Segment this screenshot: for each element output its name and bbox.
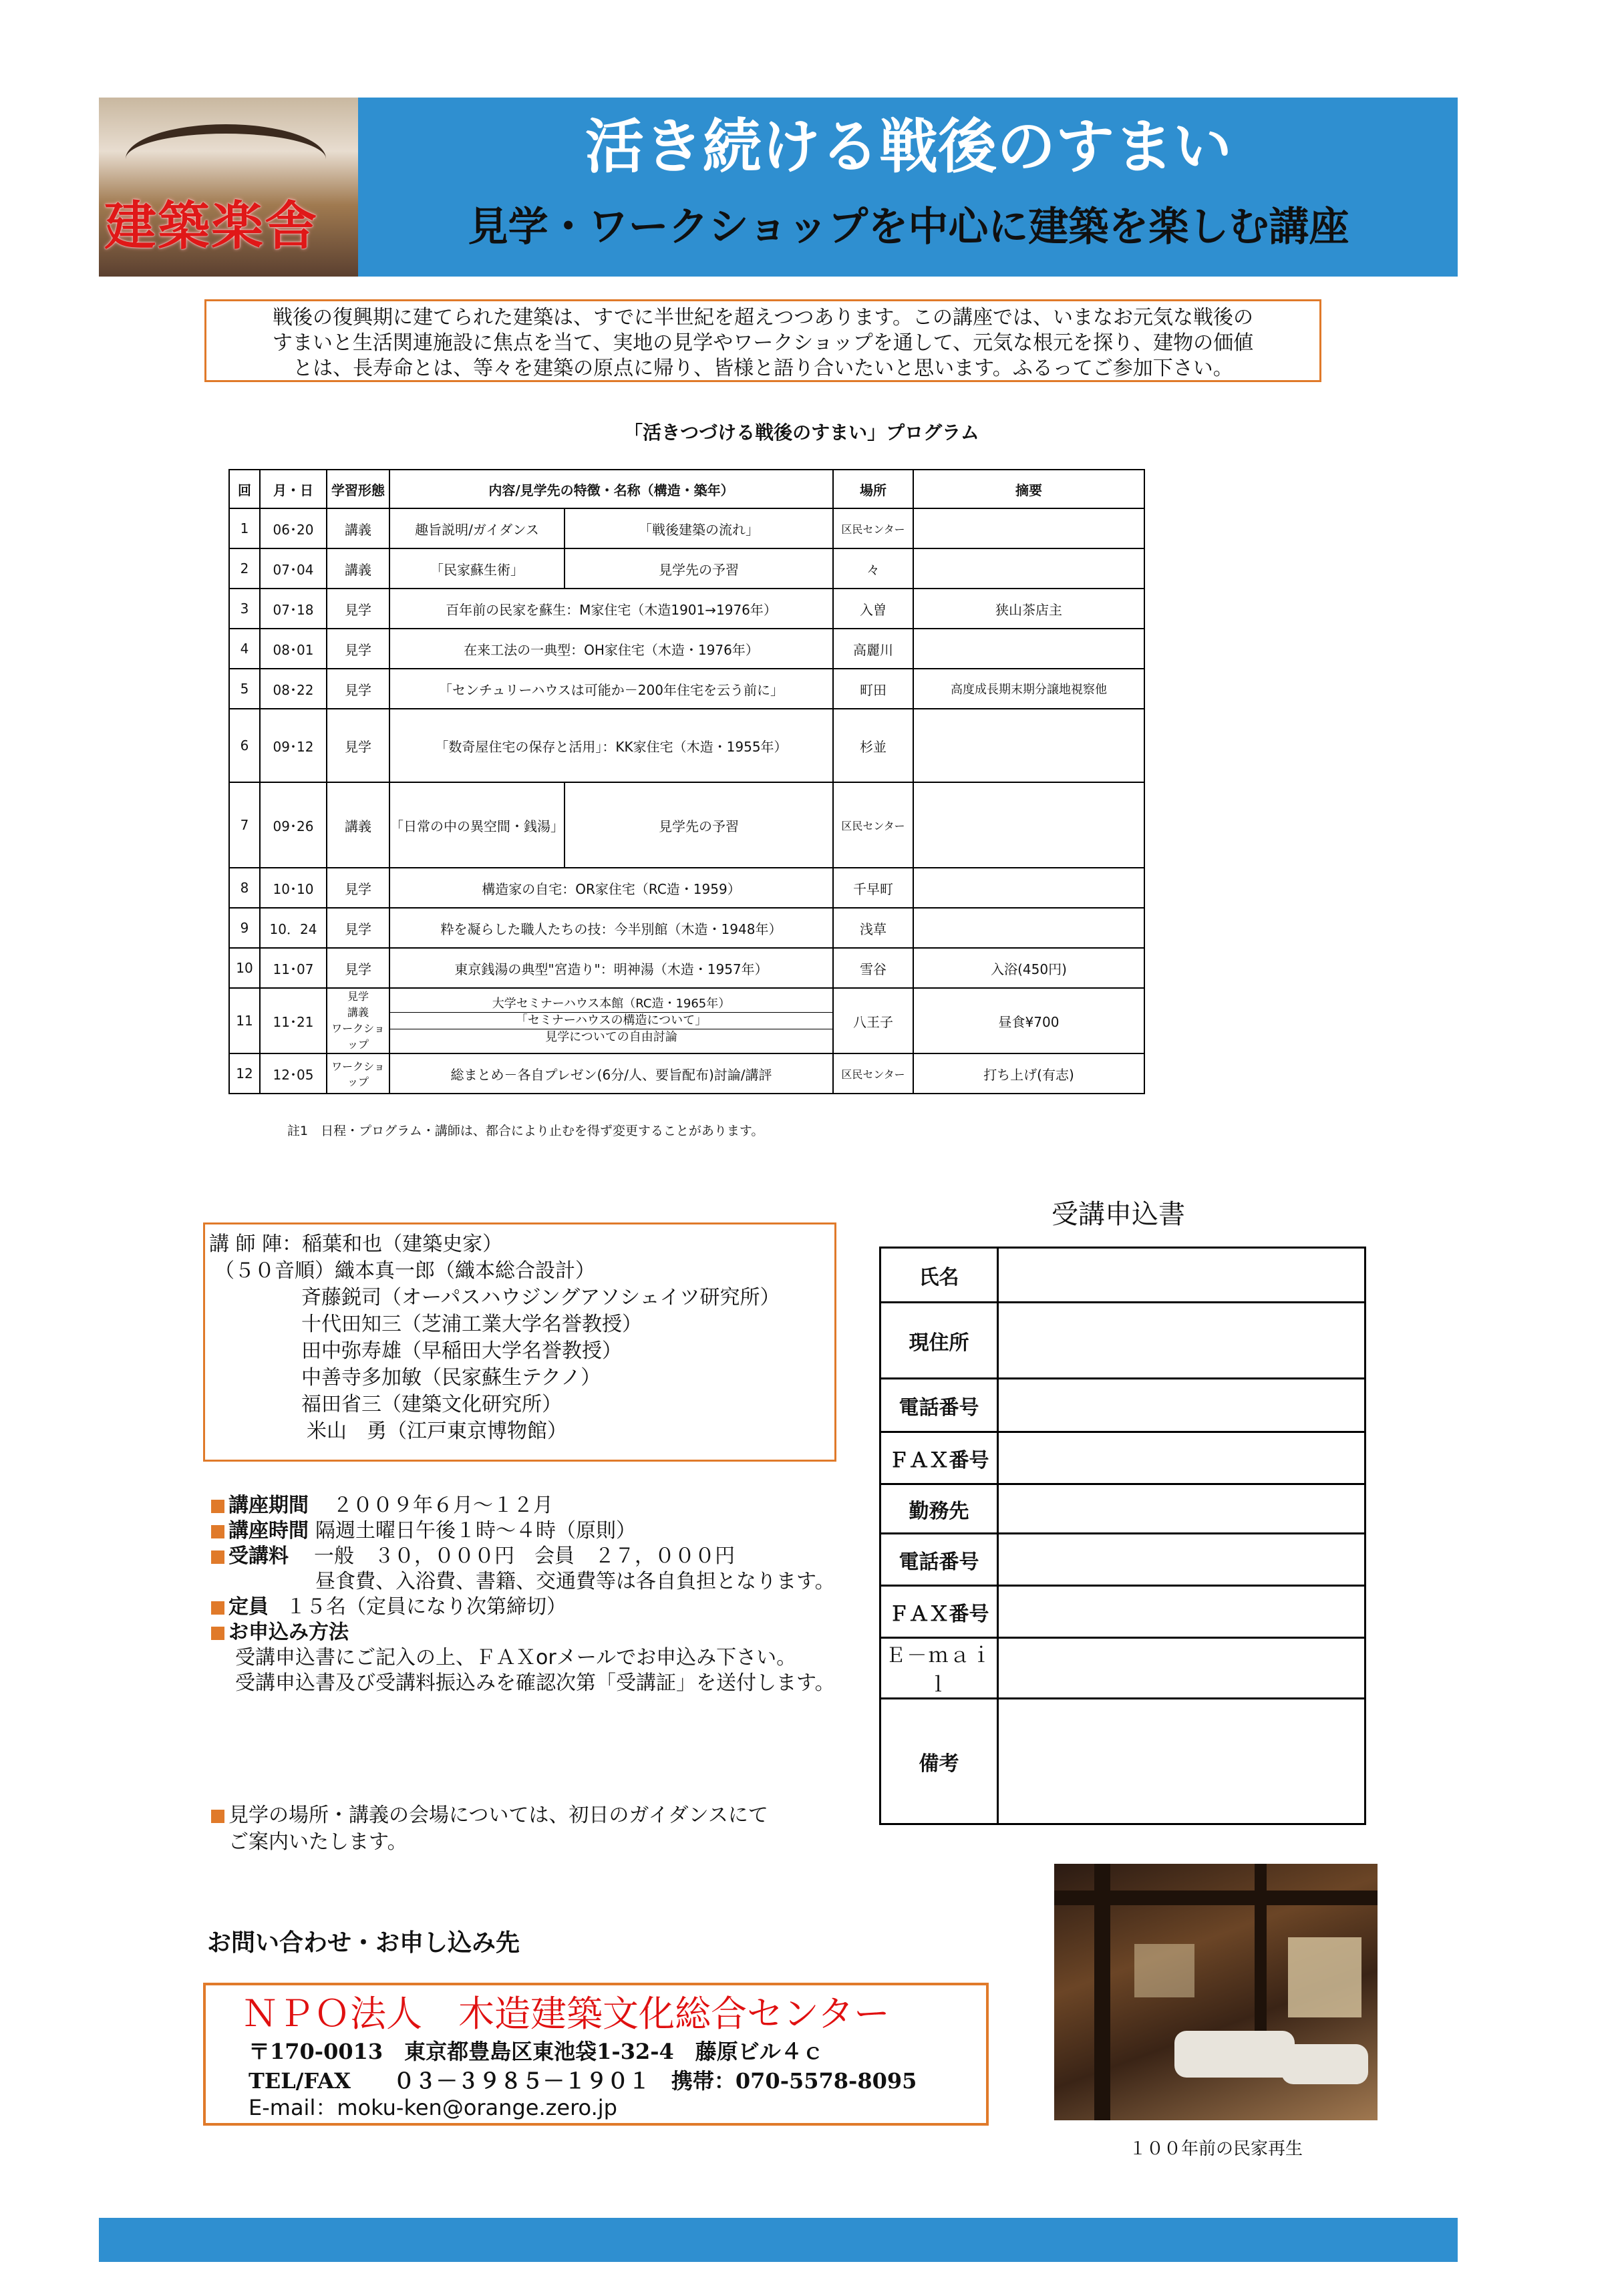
cell-note	[913, 868, 1144, 908]
cell-note	[913, 782, 1144, 868]
form-label: Ｅ－ｍａｉｌ	[880, 1638, 998, 1699]
form-input-name[interactable]	[998, 1248, 1365, 1303]
cell-content: 「センチュリーハウスは可能か－200年住宅を云う前に」	[389, 669, 833, 709]
program-footnote: 註1 日程・プログラム・講師は、都合により止むを得ず変更することがあります。	[287, 1124, 764, 1138]
beam-shape	[1094, 1864, 1110, 2120]
org-email[interactable]: E-mail：moku-ken@orange.zero.jp	[249, 2095, 617, 2120]
cell-date: 11･07	[260, 948, 327, 988]
table-header-row	[229, 470, 1144, 508]
org-name: ＮＰＯ法人 木造建築文化総合センター	[242, 1993, 890, 2035]
footer-bar	[99, 2218, 1458, 2262]
lecturer-line: 講 師 陣：稲葉和也（建築史家）	[209, 1233, 503, 1256]
col-header: 場所	[833, 470, 913, 508]
cell-content: 趣旨説明/ガイダンス	[389, 508, 565, 548]
house-interior-photo	[1054, 1864, 1378, 2120]
col-header: 回	[229, 470, 260, 508]
cell-content: 「数奇屋住宅の保存と活用」：KK家住宅（木造・1955年）	[389, 709, 833, 782]
cell-content: 「日常の中の異空間・銭湯」	[389, 782, 565, 868]
bullet-square-icon	[211, 1810, 224, 1823]
lecturer-line: 米山 勇（江戸東京博物館）	[307, 1420, 567, 1443]
cell-form	[327, 988, 389, 1053]
lecturer-line: 十代田知三（芝浦工業大学名誉教授）	[301, 1313, 642, 1336]
cell-no: 9	[229, 908, 260, 948]
cell-content: 東京銭湯の典型"宮造り"：明神湯（木造・1957年）	[389, 948, 833, 988]
cell-no: 10	[229, 948, 260, 988]
roof-shape	[126, 124, 326, 194]
program-title: 「活きつづける戦後のすまい」プログラム	[624, 422, 979, 444]
cell-date: 08･22	[260, 669, 327, 709]
cell-note: 打ち上げ(有志)	[913, 1053, 1144, 1094]
col-header: 学習形態	[327, 470, 389, 508]
col-header: 月・日	[260, 470, 327, 508]
content-line: 大学セミナーハウス本館（RC造・1965年）	[390, 996, 832, 1013]
cell-content: 粋を凝らした職人たちの技：今半別館（木造・1948年）	[389, 908, 833, 948]
header-photo	[99, 98, 358, 277]
cell-form: 見学	[327, 908, 389, 948]
cell-no: 6	[229, 709, 260, 782]
table-row	[229, 1053, 1144, 1094]
form-label: 氏名	[880, 1248, 998, 1303]
table-row	[229, 948, 1144, 988]
cell-content: 見学先の予習	[565, 782, 833, 868]
cell-form: 見学	[327, 868, 389, 908]
cell-content: 総まとめ－各自プレゼン(6分/人、要旨配布)討論/講評	[389, 1053, 833, 1094]
cell-date: 07･18	[260, 589, 327, 629]
cell-place: 区民センター	[833, 1053, 913, 1094]
info-fee-note: 昼食費、入浴費、書籍、交通費等は各自負担となります。	[315, 1570, 835, 1593]
cell-content	[389, 988, 833, 1053]
info-label: 講座時間	[228, 1519, 309, 1542]
cell-note	[913, 908, 1144, 948]
cell-note: 狭山茶店主	[913, 589, 1144, 629]
cell-place: 高麗川	[833, 629, 913, 669]
form-input-work-phone[interactable]	[998, 1534, 1365, 1586]
info-value: ２００９年６月～１２月	[333, 1494, 553, 1517]
info-label: 講座期間	[228, 1494, 309, 1517]
lecturer-line: 田中弥寿雄（早稲田大学名誉教授）	[301, 1339, 622, 1363]
form-input-phone[interactable]	[998, 1379, 1365, 1432]
content-line: 「セミナーハウスの構造について」	[390, 1013, 832, 1029]
cell-note: 高度成長期末期分譲地視察他	[913, 669, 1144, 709]
window-shape	[1134, 1944, 1194, 1997]
cell-date: 09･26	[260, 782, 327, 868]
cell-date: 09･12	[260, 709, 327, 782]
info-label: 受講料	[228, 1544, 289, 1568]
cell-note	[913, 629, 1144, 669]
form-row	[880, 1586, 1365, 1638]
form-input-email[interactable]	[998, 1638, 1365, 1699]
table-row	[229, 782, 1144, 868]
cell-date: 11･21	[260, 988, 327, 1053]
cell-date: 12･05	[260, 1053, 327, 1094]
form-row	[880, 1638, 1365, 1699]
form-row	[880, 1484, 1365, 1534]
cell-no: 3	[229, 589, 260, 629]
intro-line: とは、長寿命とは、等々を建築の原点に帰り、皆様と語り合いたいと思います。ふるってご参加下さい。	[293, 357, 1233, 380]
form-label: 備考	[880, 1699, 998, 1824]
info-apply-line: 受講申込書にご記入の上、ＦＡＸorメールでお申込み下さい。	[235, 1646, 797, 1669]
lecturer-line: 中善寺多加敏（民家蘇生テクノ）	[301, 1366, 601, 1389]
cell-form: 見学	[327, 948, 389, 988]
col-header: 内容/見学先の特徴・名称（構造・築年）	[389, 470, 833, 508]
cell-form: 見学	[327, 709, 389, 782]
form-label: 現住所	[880, 1303, 998, 1379]
info-venue-line: 見学の場所・講義の会場については、初日のガイダンスにて	[228, 1804, 768, 1827]
page-subtitle: 見学・ワークショップを中心に建築を楽しむ講座	[468, 204, 1349, 251]
sofa-shape	[1174, 2031, 1295, 2078]
contact-heading: お問い合わせ・お申し込み先	[207, 1929, 520, 1957]
cell-place: 八王子	[833, 988, 913, 1053]
cell-form: 見学	[327, 669, 389, 709]
table-row	[229, 589, 1144, 629]
form-row	[880, 1303, 1365, 1379]
cell-form: 講義	[327, 548, 389, 589]
lecturers-box	[203, 1222, 836, 1462]
table-row	[229, 988, 1144, 1053]
form-line: 講義	[347, 1006, 369, 1019]
col-header: 摘要	[913, 470, 1144, 508]
table-row	[229, 669, 1144, 709]
cell-place: 雪谷	[833, 948, 913, 988]
org-tel: TEL/FAX ０３－３９８５－１９０１ 携帯：070-5578-8095	[249, 2068, 917, 2094]
lecturer-line: （５０音順）織本真一郎（織本総合設計）	[214, 1259, 595, 1283]
form-input-fax[interactable]	[998, 1432, 1365, 1484]
page-title: 活き続ける戦後のすまい	[585, 112, 1232, 181]
cell-place: 区民センター	[833, 508, 913, 548]
form-label: 勤務先	[880, 1484, 998, 1534]
cell-content: 「戦後建築の流れ」	[565, 508, 833, 548]
cell-date: 10．24	[260, 908, 327, 948]
cell-no: 2	[229, 548, 260, 589]
form-row	[880, 1534, 1365, 1586]
application-form	[879, 1247, 1366, 1825]
form-row	[880, 1432, 1365, 1484]
cell-place: 々	[833, 548, 913, 589]
cell-note	[913, 709, 1144, 782]
cell-note: 昼食¥700	[913, 988, 1144, 1053]
info-value: 一般 ３０，０００円 会員 ２７，０００円	[314, 1544, 735, 1568]
cell-no: 8	[229, 868, 260, 908]
form-input-workplace[interactable]	[998, 1484, 1365, 1534]
cell-form: ワークショップ	[327, 1053, 389, 1094]
table-row	[229, 908, 1144, 948]
info-venue-line: ご案内いたします。	[228, 1830, 408, 1854]
table-row	[229, 548, 1144, 589]
form-label: ＦＡＸ番号	[880, 1586, 998, 1638]
intro-line: すまいと生活関連施設に焦点を当て、実地の見学やワークショップを通して、元気な根元を探り、建物の価値	[272, 331, 1254, 355]
cell-form: 講義	[327, 782, 389, 868]
cell-place: 町田	[833, 669, 913, 709]
lecturer-line: 斉藤鋭司（オーパスハウジングアソシェイツ研究所）	[301, 1286, 780, 1309]
cell-no: 11	[229, 988, 260, 1053]
org-address: 〒170-0013 東京都豊島区東池袋1-32-4 藤原ビル４ｃ	[249, 2039, 824, 2064]
table-row	[229, 709, 1144, 782]
form-input-remarks[interactable]	[998, 1699, 1365, 1824]
cell-no: 7	[229, 782, 260, 868]
cell-note	[913, 508, 1144, 548]
bullet-square-icon	[211, 1601, 224, 1615]
info-apply-line: 受講申込書及び受講料振込みを確認次第「受講証」を送付します。	[235, 1671, 835, 1695]
form-label: 電話番号	[880, 1379, 998, 1432]
cell-date: 06･20	[260, 508, 327, 548]
form-input-work-fax[interactable]	[998, 1586, 1365, 1638]
form-row	[880, 1699, 1365, 1824]
bullet-square-icon	[211, 1525, 224, 1538]
photo-caption: １００年前の民家再生	[1128, 2139, 1303, 2159]
cell-form: 講義	[327, 508, 389, 548]
form-line: 見学	[347, 990, 369, 1003]
sofa-shape	[1281, 2044, 1368, 2084]
cell-content: 百年前の民家を蘇生：M家住宅（木造1901→1976年）	[389, 589, 833, 629]
form-row	[880, 1379, 1365, 1432]
form-label: 電話番号	[880, 1534, 998, 1586]
cell-content: 「民家蘇生術」	[389, 548, 565, 589]
cell-date: 08･01	[260, 629, 327, 669]
cell-form: 見学	[327, 589, 389, 629]
info-venue	[211, 1798, 768, 1828]
sign-text: 建築楽舎	[104, 196, 319, 257]
cell-no: 12	[229, 1053, 260, 1094]
intro-line: 戦後の復興期に建てられた建築は、すでに半世紀を超えつつあります。この講座では、いまなお元気な戦後の	[273, 306, 1253, 329]
form-label: ＦＡＸ番号	[880, 1432, 998, 1484]
cell-no: 5	[229, 669, 260, 709]
form-input-address[interactable]	[998, 1303, 1365, 1379]
cell-note: 入浴(450円)	[913, 948, 1144, 988]
table-row	[229, 629, 1144, 669]
cell-no: 1	[229, 508, 260, 548]
cell-date: 07･04	[260, 548, 327, 589]
cell-place: 浅草	[833, 908, 913, 948]
lecturer-line: 福田省三（建築文化研究所）	[301, 1393, 562, 1416]
cell-content: 見学先の予習	[565, 548, 833, 589]
program-table	[228, 469, 1145, 1094]
form-row	[880, 1248, 1365, 1303]
cell-form: 見学	[327, 629, 389, 669]
cell-note	[913, 548, 1144, 589]
form-line: ワークショップ	[331, 1022, 385, 1051]
cell-no: 4	[229, 629, 260, 669]
info-label: 定員	[228, 1595, 269, 1619]
cell-place: 区民センター	[833, 782, 913, 868]
cell-date: 10･10	[260, 868, 327, 908]
window-shape	[1288, 1937, 1361, 2017]
intro-box	[204, 299, 1321, 382]
cell-content: 構造家の自宅：OR家住宅（RC造・1959）	[389, 868, 833, 908]
cell-content: 在来工法の一典型：OH家住宅（木造・1976年）	[389, 629, 833, 669]
bullet-square-icon	[211, 1500, 224, 1513]
cell-place: 千早町	[833, 868, 913, 908]
cell-place: 杉並	[833, 709, 913, 782]
info-label: お申込み方法	[228, 1621, 349, 1644]
cell-place: 入曽	[833, 589, 913, 629]
bullet-square-icon	[211, 1627, 224, 1640]
content-line: 見学についての自由討論	[545, 1030, 677, 1044]
table-row	[229, 868, 1144, 908]
table-row	[229, 508, 1144, 548]
bullet-square-icon	[211, 1550, 224, 1564]
form-title: 受講申込書	[1052, 1199, 1185, 1230]
info-value: 隔週土曜日午後１時～４時（原則）	[315, 1519, 636, 1542]
info-value: １５名（定員になり次第締切）	[286, 1595, 567, 1619]
